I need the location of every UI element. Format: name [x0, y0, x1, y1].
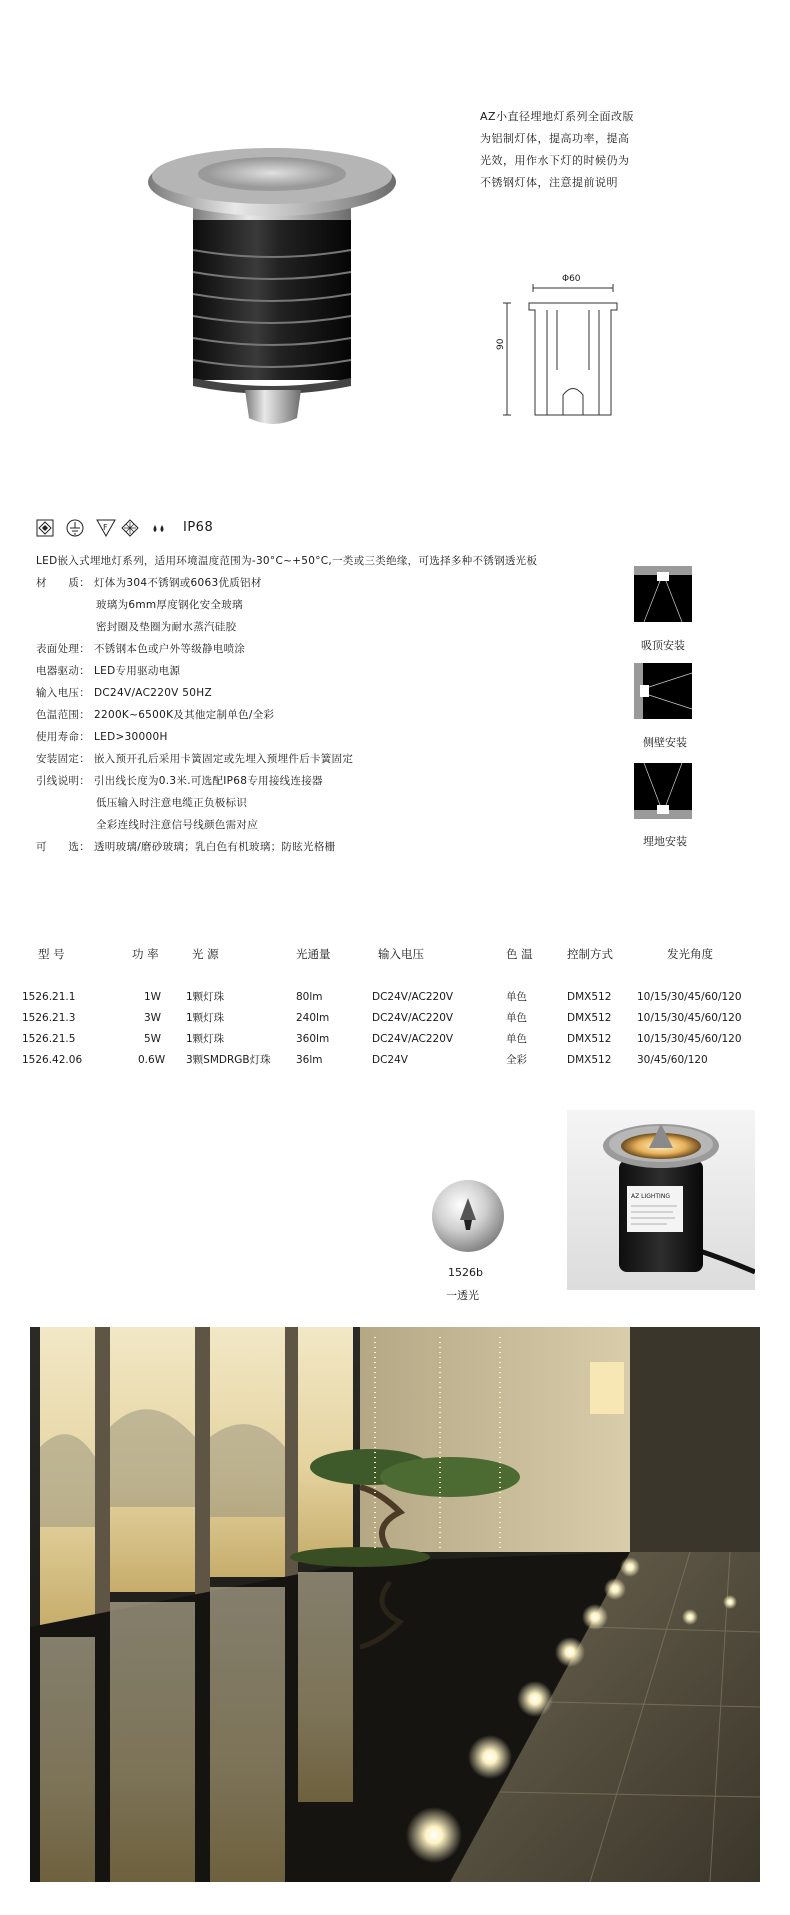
cell-beam: 10/15/30/45/60/120	[637, 1032, 742, 1045]
spec-material-line: 玻璃为6mm厚度钢化安全玻璃	[96, 599, 243, 611]
spec-label: 引线说明：	[36, 775, 90, 787]
spec-label: 材 质：	[36, 577, 90, 589]
cell-beam: 10/15/30/45/60/120	[637, 990, 742, 1003]
cell-control: DMX512	[567, 1011, 612, 1024]
table-row	[14, 1049, 773, 1070]
spec-label: 安装固定：	[36, 753, 90, 765]
col-voltage: 输入电压	[378, 947, 424, 961]
cell-source: 1颗灯珠	[186, 1033, 225, 1045]
variant-code: 1526b	[448, 1266, 483, 1279]
cell-voltage: DC24V/AC220V	[372, 1032, 454, 1045]
ground-install-diagram	[634, 763, 692, 819]
spec-driver	[36, 663, 180, 678]
cell-cct: 单色	[506, 1012, 527, 1024]
col-model: 型 号	[38, 947, 65, 961]
spec-value: LED专用驱动电源	[94, 665, 181, 677]
cell-source: 3颗SMDRGB灯珠	[186, 1054, 271, 1066]
cell-model: 1526.42.06	[22, 1053, 83, 1066]
spec-life	[36, 729, 168, 744]
cell-cct: 单色	[506, 1033, 527, 1045]
spec-value: DC24V/AC220V 50HZ	[94, 687, 212, 699]
revision-note	[480, 106, 670, 194]
install-label-wall: 侧壁安装	[643, 736, 687, 749]
spec-value: 灯体为304不锈钢或6063优质铝材	[94, 577, 262, 589]
f-mark-icon	[96, 519, 116, 537]
install-label-ceiling: 吸顶安装	[641, 639, 685, 652]
cell-control: DMX512	[567, 1053, 612, 1066]
cell-power: 0.6W	[138, 1053, 166, 1066]
cell-control: DMX512	[567, 990, 612, 1003]
ip-rating: IP68	[183, 520, 214, 535]
cell-power: 1W	[144, 990, 162, 1003]
water-drops-icon	[151, 519, 167, 537]
svg-text:F: F	[103, 523, 108, 532]
cell-model: 1526.21.5	[22, 1032, 76, 1045]
col-beam: 发光角度	[667, 947, 713, 961]
col-flux: 光通量	[296, 947, 331, 961]
spec-label: 电器驱动：	[36, 665, 90, 677]
note-line: AZ小直径埋地灯系列全面改版	[480, 110, 635, 123]
spec-voltage	[36, 685, 212, 700]
spec-label: 色温范围：	[36, 709, 90, 721]
cell-cct: 单色	[506, 991, 527, 1003]
spec-option	[36, 839, 335, 854]
table-row	[14, 1028, 773, 1049]
cell-flux: 36lm	[296, 1053, 323, 1066]
cell-source: 1颗灯珠	[186, 1012, 225, 1024]
cell-model: 1526.21.1	[22, 990, 76, 1003]
dimension-drawing	[495, 270, 620, 425]
cell-control: DMX512	[567, 1032, 612, 1045]
diameter-label: Φ60	[562, 274, 581, 284]
cell-power: 3W	[144, 1011, 162, 1024]
variant-name: 一透光	[446, 1289, 479, 1302]
table-row	[14, 986, 773, 1007]
height-label: 90	[496, 338, 506, 350]
spec-mount	[36, 751, 353, 766]
col-source: 光 源	[192, 947, 219, 961]
spec-value: 引出线长度为0.3米.可选配IP68专用接线连接器	[94, 775, 323, 787]
cell-model: 1526.21.3	[22, 1011, 76, 1024]
cell-power: 5W	[144, 1032, 162, 1045]
spec-value: 2200K~6500K及其他定制单色/全彩	[94, 709, 275, 721]
spec-intro-text: LED嵌入式埋地灯系列，适用环境温度范围为-30°C~+50°C,一类或三类绝缘，可选择多种不锈钢透光板	[36, 555, 538, 567]
spec-label: 表面处理：	[36, 643, 90, 655]
diamond-grid-icon	[121, 519, 139, 537]
ceiling-install-diagram	[634, 566, 692, 622]
spec-label: 可 选：	[36, 841, 90, 853]
spec-color	[36, 707, 274, 722]
col-cct: 色 温	[506, 947, 533, 961]
cell-flux: 240lm	[296, 1011, 330, 1024]
spec-value: LED>30000H	[94, 731, 168, 743]
table-header-row	[14, 940, 773, 968]
product-label-brand: AZ LIGHTING	[631, 1193, 670, 1200]
install-label-ground: 埋地安装	[643, 835, 687, 848]
spec-value: 不锈钢本色或户外等级静电喷涂	[94, 643, 246, 655]
spec-material-line: 密封圈及垫圈为耐水蒸汽硅胶	[96, 621, 237, 633]
class-iii-icon	[36, 519, 54, 537]
note-line: 光效，用作水下灯的时候仍为	[480, 154, 630, 167]
spec-value: 透明玻璃/磨砂玻璃；乳白色有机玻璃；防眩光格栅	[94, 841, 336, 853]
col-control: 控制方式	[567, 947, 613, 961]
cell-source: 1颗灯珠	[186, 991, 225, 1003]
spec-value: 嵌入预开孔后采用卡簧固定或先埋入预埋件后卡簧固定	[94, 753, 354, 765]
earth-ground-icon	[66, 519, 84, 537]
cell-flux: 80lm	[296, 990, 323, 1003]
table-row	[14, 1007, 773, 1028]
spec-intro	[36, 553, 537, 568]
note-line: 不锈钢灯体，注意提前说明	[480, 176, 618, 189]
spec-surface	[36, 641, 245, 656]
product-photo	[567, 1110, 755, 1290]
spec-material	[36, 575, 262, 590]
col-power: 功 率	[132, 947, 159, 961]
cell-cct: 全彩	[506, 1054, 527, 1066]
application-scene-photo	[30, 1327, 760, 1882]
note-line: 为铝制灯体，提高功率，提高	[480, 132, 630, 145]
spec-wire	[36, 773, 323, 788]
model-table	[14, 940, 773, 1070]
spec-label: 使用寿命：	[36, 731, 90, 743]
spec-wire-line: 低压输入时注意电缆正负极标识	[96, 797, 248, 809]
cell-beam: 10/15/30/45/60/120	[637, 1011, 742, 1024]
wall-install-diagram	[634, 663, 692, 719]
cell-beam: 30/45/60/120	[637, 1053, 708, 1066]
cell-voltage: DC24V/AC220V	[372, 1011, 454, 1024]
product-render-image	[145, 140, 405, 430]
variant-1526b-image	[430, 1178, 506, 1254]
cell-voltage: DC24V/AC220V	[372, 990, 454, 1003]
cell-voltage: DC24V	[372, 1053, 408, 1066]
spec-wire-line: 全彩连线时注意信号线颜色需对应	[96, 819, 258, 831]
cell-flux: 360lm	[296, 1032, 330, 1045]
spec-label: 输入电压：	[36, 687, 90, 699]
